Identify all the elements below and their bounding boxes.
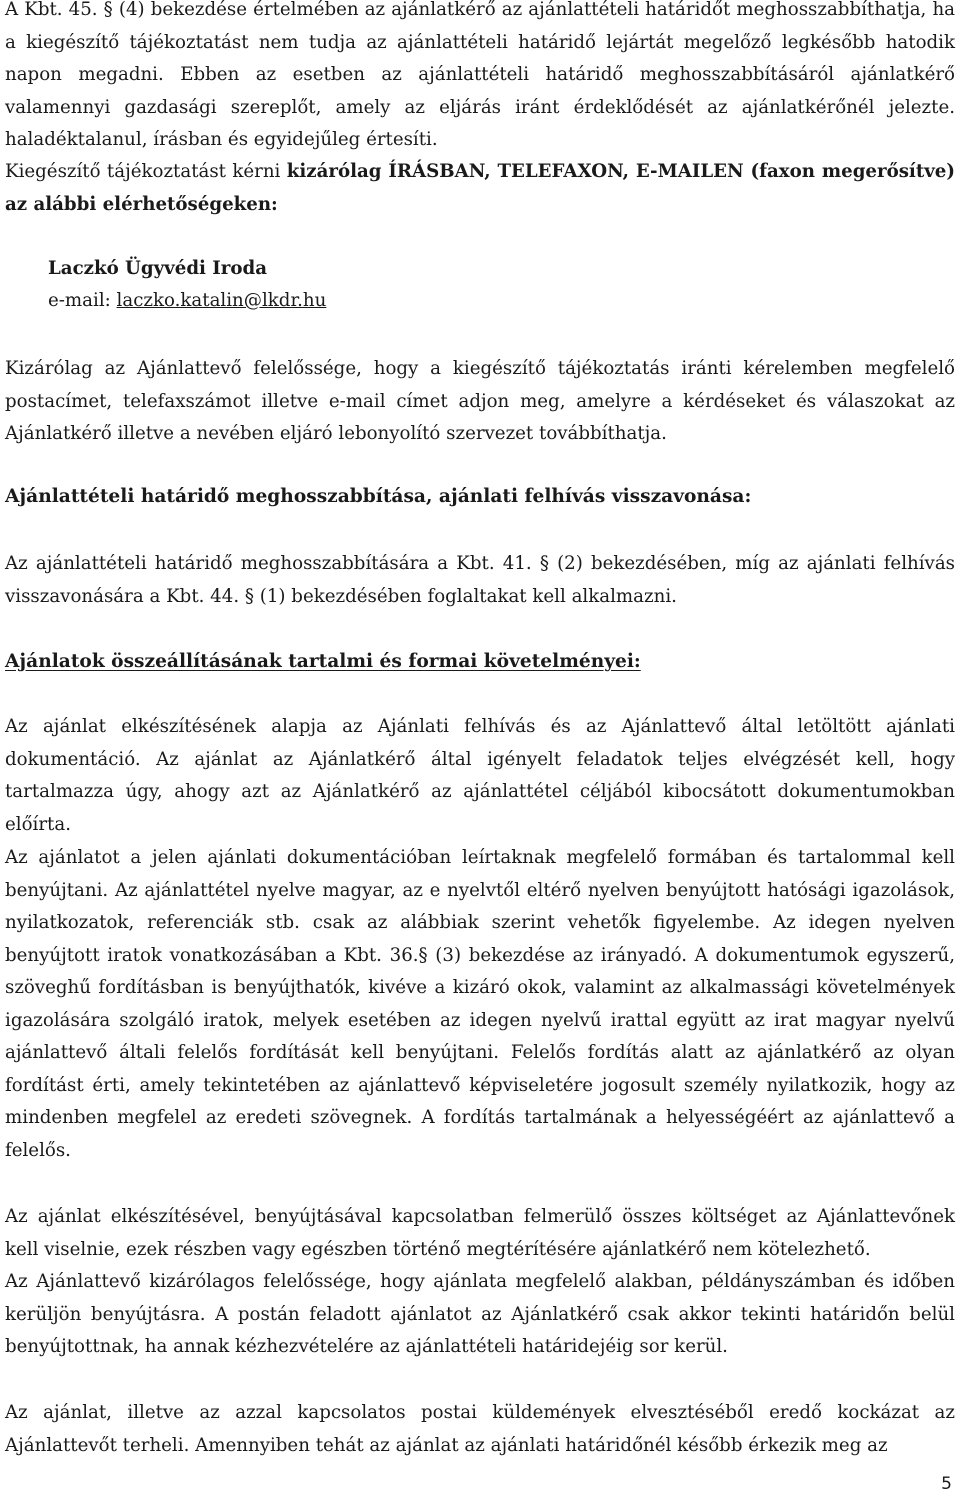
page-number: 5 <box>941 1474 952 1494</box>
information-request-text: Kiegészítő tájékoztatást kérni <box>5 161 287 182</box>
email-label: e-mail: <box>48 290 117 311</box>
paragraph-information-request <box>5 156 955 221</box>
paragraph-deadline-rules: Az ajánlattételi határidő meghosszabbítására a Kbt. 41. § (2) bekezdésében, míg az ajánlati felhívás visszavonására a Kbt. 44. § (1) bekezdésében foglaltakat kell alkalmazni. <box>5 553 955 607</box>
paragraph-offer-costs: Az ajánlat elkészítésével, benyújtásával kapcsolatban felmerülő összes költséget az Ajánlattevőnek kell viselnie, ezek részben vagy egészben történő megtérítésére ajánlatkérő nem kötelezhető. <box>5 1206 955 1260</box>
paragraph-postal-risk: Az ajánlat, illetve az azzal kapcsolatos postai küldemények elvesztéséből eredő kockázat az Ajánlattevőt terheli. Amennyiben tehát az ajánlat az ajánlati határidőnél később érkezik meg az <box>5 1402 955 1456</box>
paragraph-offer-language: Az ajánlatot a jelen ajánlati dokumentációban leírtaknak megfelelő formában és tartalommal kell benyújtani. Az ajánlattétel nyelve magyar, az e nyelvtől eltérő nyelven benyújtott hatósági igazolások, nyilatkozatok, referenciák stb. csak az alábbiak szerint vehetők figyelembe. Az idegen nyelven benyújtott iratok vonatkozásában a Kbt. 36.§ (3) bekezdése az irányadó. A dokumentumok egyszerű, szöveghű fordításban is benyújthatók, kivéve a kizáró okok, valamint az alkalmassági követelmények igazolására szolgáló iratok, melyek esetében az idegen nyelvű irattal együtt az irat magyar nyelvű ajánlattevő általi felelős fordítását kell benyújtani. Felelős fordítás alatt az ajánlatkérő az olyan fordítást érti, amely tekintetében az ajánlattevő képviseletére jogosult személy nyilatkozik, hogy az mindenben megfelel az eredeti szövegnek. A fordítás tartalmának a helyességéért az ajánlattevő a felelős. <box>5 847 955 1161</box>
paragraph-responsibility: Kizárólag az Ajánlattevő felelőssége, hogy a kiegészítő tájékoztatás iránti kérelemben megfelelő postacímet, telefaxszámot illetve e-mail címet adjon meg, amelyre a kérdéseket és válaszokat az Ajánlatkérő illetve a nevében eljáró lebonyolító szervezet továbbíthatja. <box>5 358 955 444</box>
paragraph-offer-basis: Az ajánlat elkészítésének alapja az Ajánlati felhívás és az Ajánlattevő által letöltött ajánlati dokumentáció. Az ajánlat az Ajánlatkérő által igényelt feladatok teljes elvégzését kell, hogy tartalmazza úgy, ahogy azt az Ajánlatkérő az ajánlattétel céljából kibocsátott dokumentumokban előírta. <box>5 716 955 835</box>
contact-block <box>48 253 326 317</box>
paragraph-deadline-extension: A Kbt. 45. § (4) bekezdése értelmében az ajánlatkérő az ajánlattételi határidőt meghosszabbíthatja, ha a kiegészítő tájékoztatást nem tudja az ajánlattételi határidő lejártát megelőző legkésőbb hatodik napon megadni. Ebben az esetben az ajánlattételi határidő meghosszabbításáról ajánlatkérő valamennyi gazdasági szereplőt, amely az eljárás iránt érdeklődését az ajánlatkérőnél jelezte. haladéktalanul, írásban és egyidejűleg értesíti. <box>5 0 955 150</box>
heading-offer-requirements: Ajánlatok összeállításának tartalmi és formai követelményei: <box>5 651 641 672</box>
email-link[interactable]: laczko.katalin@lkdr.hu <box>116 290 327 311</box>
information-request-emphasis: kizárólag ÍRÁSBAN, TELEFAXON, E-MAILEN (faxon megerősítve) az alábbi elérhetőségeken: <box>5 161 955 215</box>
office-name: Laczkó Ügyvédi Iroda <box>48 258 268 279</box>
heading-deadline-withdrawal: Ajánlattételi határidő meghosszabbítása, ajánlati felhívás visszavonása: <box>5 486 752 507</box>
paragraph-offer-submission: Az Ajánlattevő kizárólagos felelőssége, hogy ajánlata megfelelő alakban, példányszámban és időben kerüljön benyújtásra. A postán feladott ajánlatot az Ajánlatkérő csak akkor tekinti határidőn belül benyújtottnak, ha annak kézhezvételére az ajánlattételi határidejéig sor kerül. <box>5 1271 955 1357</box>
